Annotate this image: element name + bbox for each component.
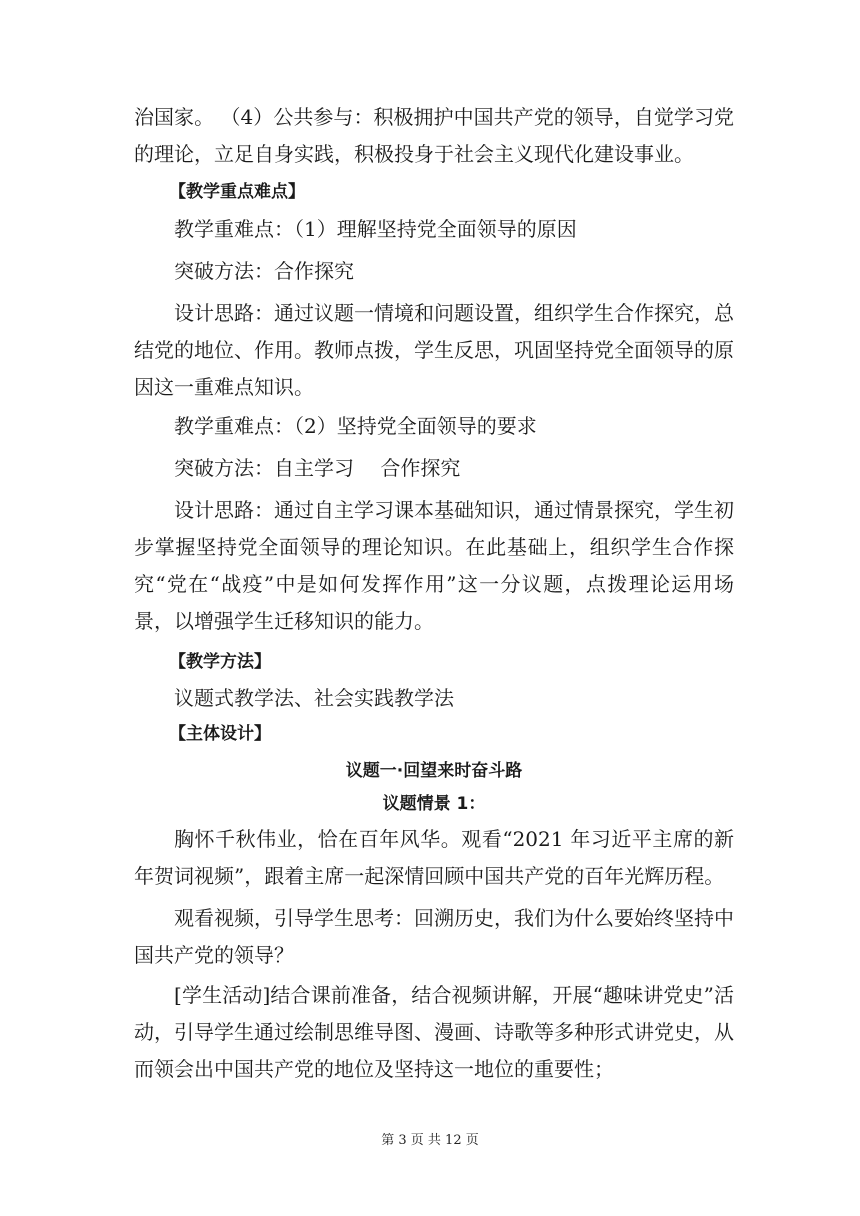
key-point-2: 教学重难点：（2）坚持党全面领导的要求 [174, 414, 537, 438]
key-point-1: 教学重难点：（1）理解坚持党全面领导的原因 [174, 217, 577, 241]
design-2: 设计思路：通过自主学习课本基础知识，通过情景探究，学生初步掌握坚持党全面领导的理论知识。在此基础上，组织学生合作探究“党在“战疫”中是如何发挥作用”这一分议题，点拨理论运用场景，以增强学生迁移知识的能力。 [134, 498, 734, 633]
methods-text: 议题式教学法、社会实践教学法 [174, 686, 454, 710]
scenario-paragraph-1: 胸怀千秋伟业，恰在百年风华。观看“2021 年习近平主席的新年贺词视频”，跟着主席一起深情回顾中国共产党的百年光辉历程。 [134, 827, 734, 888]
page-footer: 第 3 页 共 12 页 [381, 1133, 479, 1148]
heading-key-points: 【教学重点难点】 [169, 182, 305, 202]
scenario-title: 议题情景 1： [382, 794, 486, 814]
design-1: 设计思路：通过议题一情境和问题设置，组织学生合作探究，总结党的地位、作用。教师点拨，学生反思，巩固坚持党全面领导的原因这一重难点知识。 [134, 301, 734, 399]
scenario-paragraph-2: 观看视频，引导学生思考：回溯历史，我们为什么要始终坚持中国共产党的领导？ [134, 906, 734, 967]
student-activity: [学生活动]结合课前准备，结合视频讲解，开展“趣味讲党史”活动，引导学生通过绘制思维导图、漫画、诗歌等多种形式讲党史，从而领会出中国共产党的地位及坚持这一地位的重要性； [134, 983, 734, 1081]
topic-title: 议题一·回望来时奋斗路 [345, 761, 523, 781]
heading-main-design: 【主体设计】 [169, 724, 271, 744]
method-1: 突破方法：合作探究 [174, 259, 354, 283]
paragraph-intro: 治国家。 （4）公共参与：积极拥护中国共产党的领导，自觉学习党的理论，立足自身实践，积极投身于社会主义现代化建设事业。 [134, 105, 734, 166]
heading-methods: 【教学方法】 [169, 652, 271, 672]
method-2: 突破方法：自主学习 合作探究 [174, 456, 461, 480]
